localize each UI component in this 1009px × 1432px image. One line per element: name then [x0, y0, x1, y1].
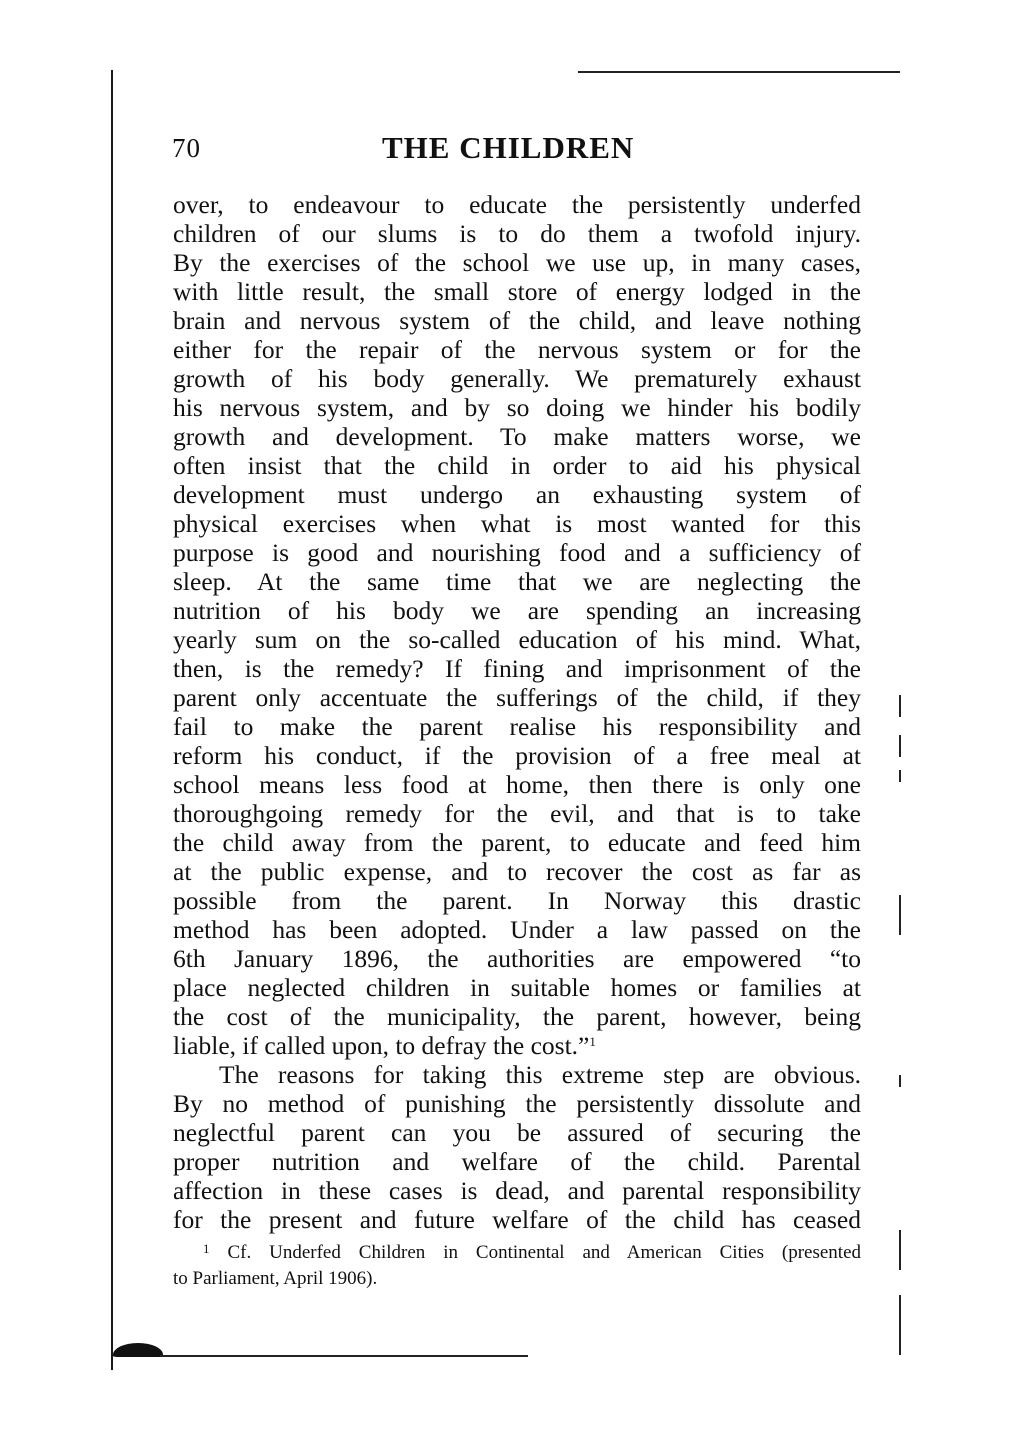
text-line: growth of his body generally. We prematurely exhaust: [173, 364, 861, 393]
right-scan-mark: [899, 895, 901, 935]
text-line: proper nutrition and welfare of the child. Parental: [173, 1147, 861, 1176]
right-scan-mark: [899, 1295, 901, 1355]
text-line: at the public expense, and to recover the cost as far as: [173, 857, 861, 886]
text-line: the cost of the municipality, the parent, however, being: [173, 1002, 861, 1031]
text-line: children of our slums is to do them a twofold injury.: [173, 219, 861, 248]
running-head: [172, 130, 862, 170]
text-line: parent only accentuate the sufferings of the child, if they: [173, 683, 861, 712]
right-scan-mark: [899, 770, 901, 782]
text-line: method has been adopted. Under a law passed on the: [173, 915, 861, 944]
text-line: nutrition of his body we are spending an increasing: [173, 596, 861, 625]
text-line: possible from the parent. In Norway this drastic: [173, 886, 861, 915]
right-scan-mark: [899, 1230, 901, 1270]
text-line: physical exercises when what is most wanted for this: [173, 509, 861, 538]
text-line: over, to endeavour to educate the persistently underfed: [173, 190, 861, 219]
top-scan-rule: [578, 71, 900, 73]
right-scan-mark: [899, 1075, 901, 1087]
text-line: The reasons for taking this extreme step are obvious.: [219, 1060, 861, 1089]
text-line: with little result, the small store of energy lodged in the: [173, 277, 861, 306]
footnote-text: Cf. Underfed Children in Continental and American Cities (presented: [227, 1242, 862, 1263]
text-line: 6th January 1896, the authorities are empowered “to: [173, 944, 861, 973]
text-line: [173, 1031, 861, 1060]
text-line: fail to make the parent realise his responsibility and: [173, 712, 861, 741]
bottom-scan-rule: [160, 1355, 528, 1357]
footnote-line: [173, 1240, 861, 1266]
text-line-content: liable, if called upon, to defray the cost.”: [173, 1031, 590, 1060]
footnote-marker: 1: [203, 1241, 210, 1256]
text-line: for the present and future welfare of the child has ceased: [173, 1205, 861, 1234]
page-number: 70: [172, 133, 201, 163]
text-line: purpose is good and nourishing food and a sufficiency of: [173, 538, 861, 567]
page-title: THE CHILDREN: [382, 130, 635, 165]
text-line: school means less food at home, then there is only one: [173, 770, 861, 799]
text-line: reform his conduct, if the provision of a free meal at: [173, 741, 861, 770]
text-line: growth and development. To make matters worse, we: [173, 422, 861, 451]
footnote-reference[interactable]: 1: [589, 1034, 596, 1049]
footnote: [173, 1240, 861, 1292]
body-text: [173, 190, 861, 1234]
page-edge-shadow: [111, 70, 113, 1370]
text-line: By no method of punishing the persistently dissolute and: [173, 1089, 861, 1118]
text-line: development must undergo an exhausting system of: [173, 480, 861, 509]
bottom-ink-blot: [113, 1343, 163, 1357]
text-line: place neglected children in suitable homes or families at: [173, 973, 861, 1002]
text-line: then, is the remedy? If fining and imprisonment of the: [173, 654, 861, 683]
text-line: the child away from the parent, to educate and feed him: [173, 828, 861, 857]
text-line: yearly sum on the so-called education of his mind. What,: [173, 625, 861, 654]
text-line: often insist that the child in order to aid his physical: [173, 451, 861, 480]
text-line: either for the repair of the nervous system or for the: [173, 335, 861, 364]
text-line: brain and nervous system of the child, and leave nothing: [173, 306, 861, 335]
text-line: thoroughgoing remedy for the evil, and that is to take: [173, 799, 861, 828]
footnote-line: to Parliament, April 1906).: [173, 1268, 378, 1289]
text-line: By the exercises of the school we use up, in many cases,: [173, 248, 861, 277]
text-line: sleep. At the same time that we are neglecting the: [173, 567, 861, 596]
text-line: neglectful parent can you be assured of securing the: [173, 1118, 861, 1147]
right-scan-mark: [899, 735, 901, 757]
text-line: his nervous system, and by so doing we hinder his bodily: [173, 393, 861, 422]
text-line: affection in these cases is dead, and parental responsibility: [173, 1176, 861, 1205]
right-scan-mark: [899, 695, 901, 717]
